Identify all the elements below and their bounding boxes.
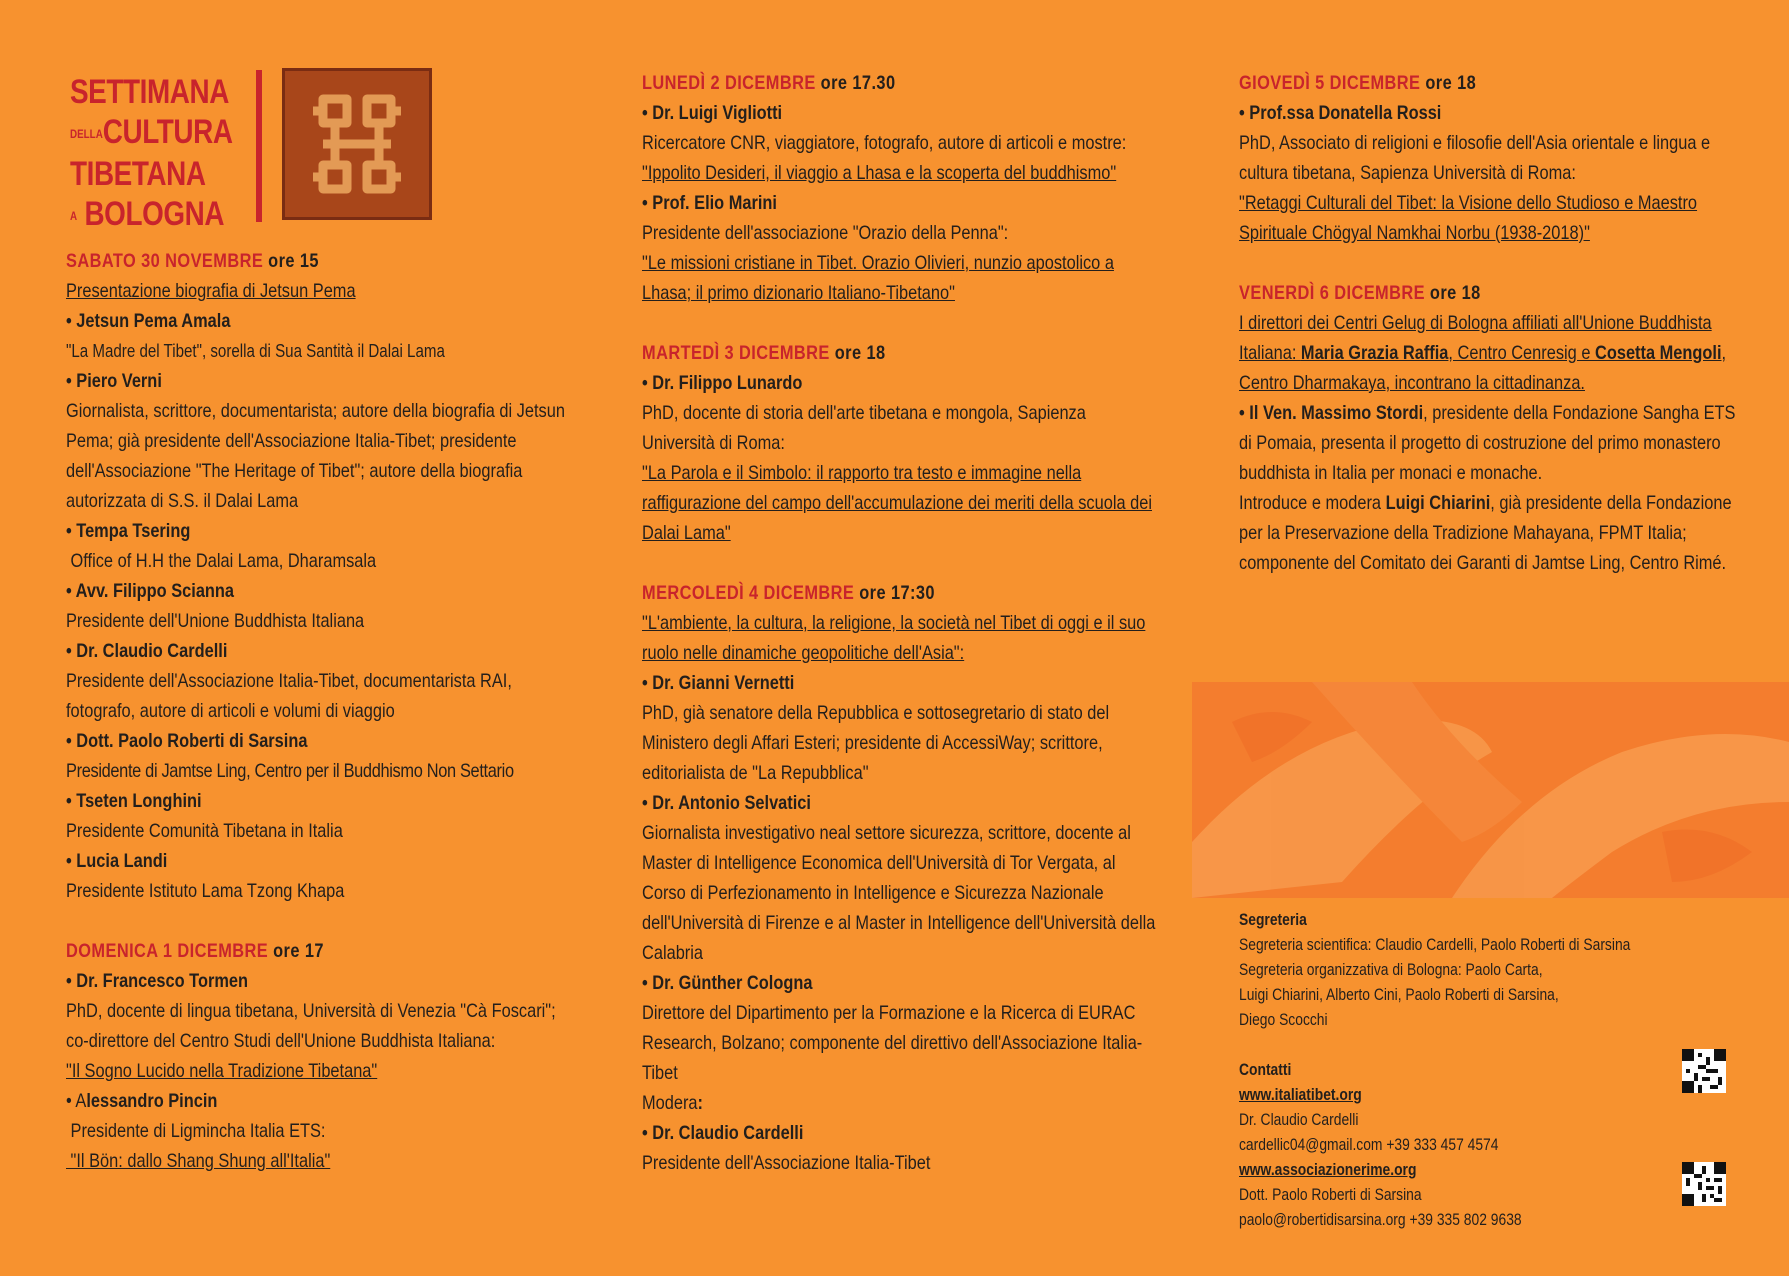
speaker-desc: Office of H.H the Dalai Lama, Dharamsala bbox=[66, 550, 377, 572]
qr-code-icon[interactable] bbox=[1682, 1162, 1726, 1206]
speaker-name: • Dr. Filippo Lunardo bbox=[642, 372, 803, 394]
day-time: ore 18 bbox=[1429, 282, 1481, 304]
moderator-label: Modera bbox=[642, 1092, 698, 1114]
endless-knot-icon bbox=[282, 68, 432, 220]
talk-title: "Le missioni cristiane in Tibet. Orazio Olivieri, nunzio apostolico a Lhasa; il primo dizionario Italiano-Tibetano" bbox=[642, 252, 1114, 304]
speaker-desc: PhD, docente di storia dell'arte tibetana e mongola, Sapienza Università di Roma: bbox=[642, 402, 1086, 454]
qr-code-icon[interactable] bbox=[1682, 1049, 1726, 1093]
day-time: ore 15 bbox=[268, 250, 319, 272]
speaker-desc: PhD, Associato di religioni e filosofie dell'Asia orientale e lingua e cultura tibetana, Sapienza Università di Roma: bbox=[1239, 132, 1711, 184]
day-date: MERCOLEDÌ 4 DICEMBRE bbox=[642, 582, 855, 604]
speaker-name: • Lucia Landi bbox=[66, 850, 168, 872]
contact-name: Dr. Claudio Cardelli bbox=[1239, 1111, 1359, 1129]
day-sabato: SABATO 30 NOVEMBRE ore 15 Presentazione biografia di Jetsun Pema • Jetsun Pema Amala "La Madre del Tibet", sorella di Sua Santità il Dalai Lama • Piero Verni Giornalista, scrittore, documentarista; autore della biografia di Jetsun Pema; già presidente dell'Associazione Italia-Tibet; presidente dell'Associazione "The Heritage of Tibet"; autore della biografia autorizzata di S.S. il Dalai Lama • Tempa Tsering Office of H.H the Dalai Lama, Dharamsala • Avv. Filippo Scianna Presidente dell'Unione Buddhista Italiana • Dr. Claudio Cardelli Presidente dell'Associazione Italia-Tibet, documentarista RAI, fotografo, autore di articoli e volumi di viaggio • Dott. Paolo Roberti di Sarsina Presidente di Jamtse Ling, Centro per il Buddhismo Non Settario • Tseten Longhini Presidente Comunità Tibetana in Italia • Lucia Landi Presidente Istituto Lama Tzong Khapa DOMENICA 1 DICEMBRE ore 17 • Dr. Francesco Tormen PhD, docente di lingua tibetana, Università di Venezia "Cà Foscari"; co-direttore del Centro Studi dell'Unione Buddhista Italiana: "Il Sogno Lucido nella Tradizione Tibetana" • Alessandro Pincin Presidente di Ligmincha Italia ETS: "Il Bön: dallo Shang Shung all'Italia" bbox=[66, 246, 581, 1176]
contact-name: Dott. Paolo Roberti di Sarsina bbox=[1239, 1186, 1422, 1204]
contacts-title: Contatti bbox=[1239, 1061, 1292, 1079]
speaker-name: • Dr. Günther Cologna bbox=[642, 972, 813, 994]
link-associazionerime[interactable]: www.associazionerime.org bbox=[1239, 1161, 1417, 1179]
speaker-desc: Presidente di Ligmincha Italia ETS: bbox=[66, 1120, 326, 1142]
speaker-name: • Jetsun Pema Amala bbox=[66, 310, 231, 332]
secretary-scientific: Segreteria scientifica: Claudio Cardelli, Paolo Roberti di Sarsina bbox=[1239, 936, 1631, 954]
day-date: GIOVEDÌ 5 DICEMBRE bbox=[1239, 72, 1421, 94]
contact-info: cardellic04@gmail.com +39 333 457 4574 bbox=[1239, 1136, 1499, 1154]
speaker-name: • Dr. Francesco Tormen bbox=[66, 970, 249, 992]
secretary-organizational: Segreteria organizzativa di Bologna: Paolo Carta, Luigi Chiarini, Alberto Cini, Paolo Roberti di Sarsina, Diego Scocchi bbox=[1239, 961, 1559, 1029]
event-title: Presentazione biografia di Jetsun Pema bbox=[66, 280, 356, 302]
speaker-name: lessandro Pincin bbox=[86, 1090, 218, 1112]
speaker-name: • Dott. Paolo Roberti di Sarsina bbox=[66, 730, 308, 752]
speaker-name: • Tseten Longhini bbox=[66, 790, 202, 812]
speaker-name: • Dr. Claudio Cardelli bbox=[642, 1122, 804, 1144]
day-date: LUNEDÌ 2 DICEMBRE bbox=[642, 72, 816, 94]
speaker-desc: Ricercatore CNR, viaggiatore, fotografo, autore di articoli e mostre: bbox=[642, 132, 1127, 154]
moderator-entry: Introduce e modera Luigi Chiarini, già presidente della Fondazione per la Preservazione della Tradizione Mahayana, FPMT Italia; componente del Comitato dei Garanti di Jamtse Ling, Centro Rimé. bbox=[1239, 492, 1732, 574]
day-time: ore 18 bbox=[834, 342, 886, 364]
speaker-desc: Presidente dell'Associazione Italia-Tibet, documentarista RAI, fotografo, autore di articoli e volumi di viaggio bbox=[66, 670, 512, 722]
event-description: I direttori dei Centri Gelug di Bologna affiliati all'Unione Buddhista Italiana: Maria Grazia Raffia, Centro Cenresig e Cosetta Mengoli, Centro Dharmakaya, incontrano la cittadinanza. bbox=[1239, 312, 1727, 394]
event-logo bbox=[70, 68, 430, 234]
event-title: "L'ambiente, la cultura, la religione, la società nel Tibet di oggi e il suo ruolo nelle dinamiche geopolitiche dell'Asia": bbox=[642, 612, 1146, 664]
day-time: ore 18 bbox=[1425, 72, 1477, 94]
talk-title: "La Parola e il Simbolo: il rapporto tra testo e immagine nella raffigurazione del campo dell'accumulazione dei meriti della scuola dei Dalai Lama" bbox=[642, 462, 1152, 544]
speaker-desc: "La Madre del Tibet", sorella di Sua Santità il Dalai Lama bbox=[66, 341, 445, 361]
speaker-name: • Dr. Antonio Selvatici bbox=[642, 792, 811, 814]
day-time: ore 17.30 bbox=[820, 72, 896, 94]
speaker-name: • Dr. Gianni Vernetti bbox=[642, 672, 795, 694]
speaker-desc: PhD, docente di lingua tibetana, Università di Venezia "Cà Foscari"; co-direttore del Centro Studi dell'Unione Buddhista Italiana: bbox=[66, 1000, 556, 1052]
speaker-desc: Presidente dell'Associazione Italia-Tibet bbox=[642, 1152, 931, 1174]
speaker-desc: Presidente Comunità Tibetana in Italia bbox=[66, 820, 343, 842]
speaker-name: • Dr. Claudio Cardelli bbox=[66, 640, 228, 662]
day-giovedi bbox=[1239, 68, 1739, 578]
speaker-name: • Prof.ssa Donatella Rossi bbox=[1239, 102, 1442, 124]
speaker-desc: Giornalista investigativo neal settore sicurezza, scrittore, docente al Master di Intelligence Economica dell'Università di Tor Vergata, al Corso di Perfezionamento in Intelligence e Sicurezza Nazionale dell'Università di Firenze e al Master in Intelligence dell'Università della Calabria bbox=[642, 822, 1156, 964]
speaker-name: • Tempa Tsering bbox=[66, 520, 191, 542]
talk-title: "Il Bön: dallo Shang Shung all'Italia" bbox=[66, 1150, 331, 1172]
footer-info bbox=[1239, 908, 1659, 1233]
link-italiatibet[interactable]: www.italiatibet.org bbox=[1239, 1086, 1362, 1104]
speaker-name: • Dr. Luigi Vigliotti bbox=[642, 102, 783, 124]
speaker-entry: • Il Ven. Massimo Stordi, presidente della Fondazione Sangha ETS di Pomaia, presenta il progetto di costruzione del primo monastero buddhista in Italia per monaci e monache. bbox=[1239, 402, 1736, 484]
speaker-desc: Direttore del Dipartimento per la Formazione e la Ricerca di EURAC Research, Bolzano; componente del direttivo dell'Associazione Italia-Tibet bbox=[642, 1002, 1143, 1084]
secretary-title: Segreteria bbox=[1239, 911, 1307, 929]
speaker-desc: Presidente di Jamtse Ling, Centro per il Buddhismo Non Settario bbox=[66, 760, 514, 782]
speaker-desc: Presidente dell'Unione Buddhista Italiana bbox=[66, 610, 365, 632]
day-date: DOMENICA 1 DICEMBRE bbox=[66, 940, 269, 962]
speaker-desc: PhD, già senatore della Repubblica e sottosegretario di stato del Ministero degli Affari Esteri; presidente di AccessiWay; scrittore, editorialista de "La Repubblica" bbox=[642, 702, 1110, 784]
speaker-desc: Presidente Istituto Lama Tzong Khapa bbox=[66, 880, 345, 902]
day-date: VENERDÌ 6 DICEMBRE bbox=[1239, 282, 1425, 304]
day-time: ore 17:30 bbox=[859, 582, 935, 604]
talk-title: "Retaggi Culturali del Tibet: la Visione dello Studioso e Maestro Spirituale Chögyal Namkhai Norbu (1938-2018)" bbox=[1239, 192, 1698, 244]
speaker-desc: Presidente dell'associazione "Orazio della Penna": bbox=[642, 222, 1009, 244]
day-date: SABATO 30 NOVEMBRE bbox=[66, 250, 264, 272]
logo-divider bbox=[256, 70, 262, 222]
contact-info: paolo@robertidisarsina.org +39 335 802 9638 bbox=[1239, 1211, 1522, 1229]
speaker-name: • Piero Verni bbox=[66, 370, 162, 392]
column-3 bbox=[1239, 68, 1739, 578]
day-time: ore 17 bbox=[273, 940, 324, 962]
talk-title: "Il Sogno Lucido nella Tradizione Tibetana" bbox=[66, 1060, 378, 1082]
column-2 bbox=[642, 68, 1162, 1178]
speaker-name: • Avv. Filippo Scianna bbox=[66, 580, 235, 602]
speaker-name: • Prof. Elio Marini bbox=[642, 192, 777, 214]
decorative-knot-texture bbox=[1192, 682, 1789, 898]
speaker-desc: Giornalista, scrittore, documentarista; autore della biografia di Jetsun Pema; già presidente dell'Associazione Italia-Tibet; presidente dell'Associazione "The Heritage of Tibet"; autore della biografia autorizzata di S.S. il Dalai Lama bbox=[66, 400, 565, 512]
talk-title: "Ippolito Desideri, il viaggio a Lhasa e la scoperta del buddhismo" bbox=[642, 162, 1117, 184]
day-lunedi: LUNEDÌ 2 DICEMBRE ore 17.30 • Dr. Luigi Vigliotti Ricercatore CNR, viaggiatore, fotografo, autore di articoli e mostre: "Ippolito Desideri, il viaggio a Lhasa e la scoperta del buddhismo" • Prof. Elio Marini Presidente dell'associazione "Orazio della Penna": "Le missioni cristiane in Tibet. Orazio Olivieri, nunzio apostolico a Lhasa; il primo dizionario Italiano-Tibetano" MARTEDÌ 3 DICEMBRE ore 18 • Dr. Filippo Lunardo PhD, docente di storia dell'arte tibetana e mongola, Sapienza Università di Roma: "La Parola e il Simbolo: il rapporto tra testo e immagine nella raffigurazione del campo dell'accumulazione dei meriti della scuola dei Dalai Lama" MERCOLEDÌ 4 DICEMBRE ore 17:30 "L'ambiente, la cultura, la religione, la società nel Tibet di oggi e il suo ruolo nelle dinamiche geopolitiche dell'Asia": • Dr. Gianni Vernetti PhD, già senatore della Repubblica e sottosegretario di stato del Ministero degli Affari Esteri; presidente di AccessiWay; scrittore, editorialista de "La Repubblica" • Dr. Antonio Selvatici Giornalista investigativo neal settore sicurezza, scrittore, docente al Master di Intelligence Economica dell'Università di Tor Vergata, al Corso di Perfezionamento in Intelligence e Sicurezza Nazionale dell'Università di Firenze e al Master in Intelligence dell'Università della Calabria • Dr. Günther Cologna Direttore del Dipartimento per la Formazione e la Ricerca di EURAC Research, Bolzano; componente del direttivo dell'Associazione Italia-Tibet Modera: • Dr. Claudio Cardelli Presidente dell'Associazione Italia-Tibet bbox=[642, 68, 1162, 1178]
logo-title: SETTIMANA DELLACULTURA TIBETANA A BOLOGNA bbox=[70, 73, 233, 234]
day-date: MARTEDÌ 3 DICEMBRE bbox=[642, 342, 830, 364]
